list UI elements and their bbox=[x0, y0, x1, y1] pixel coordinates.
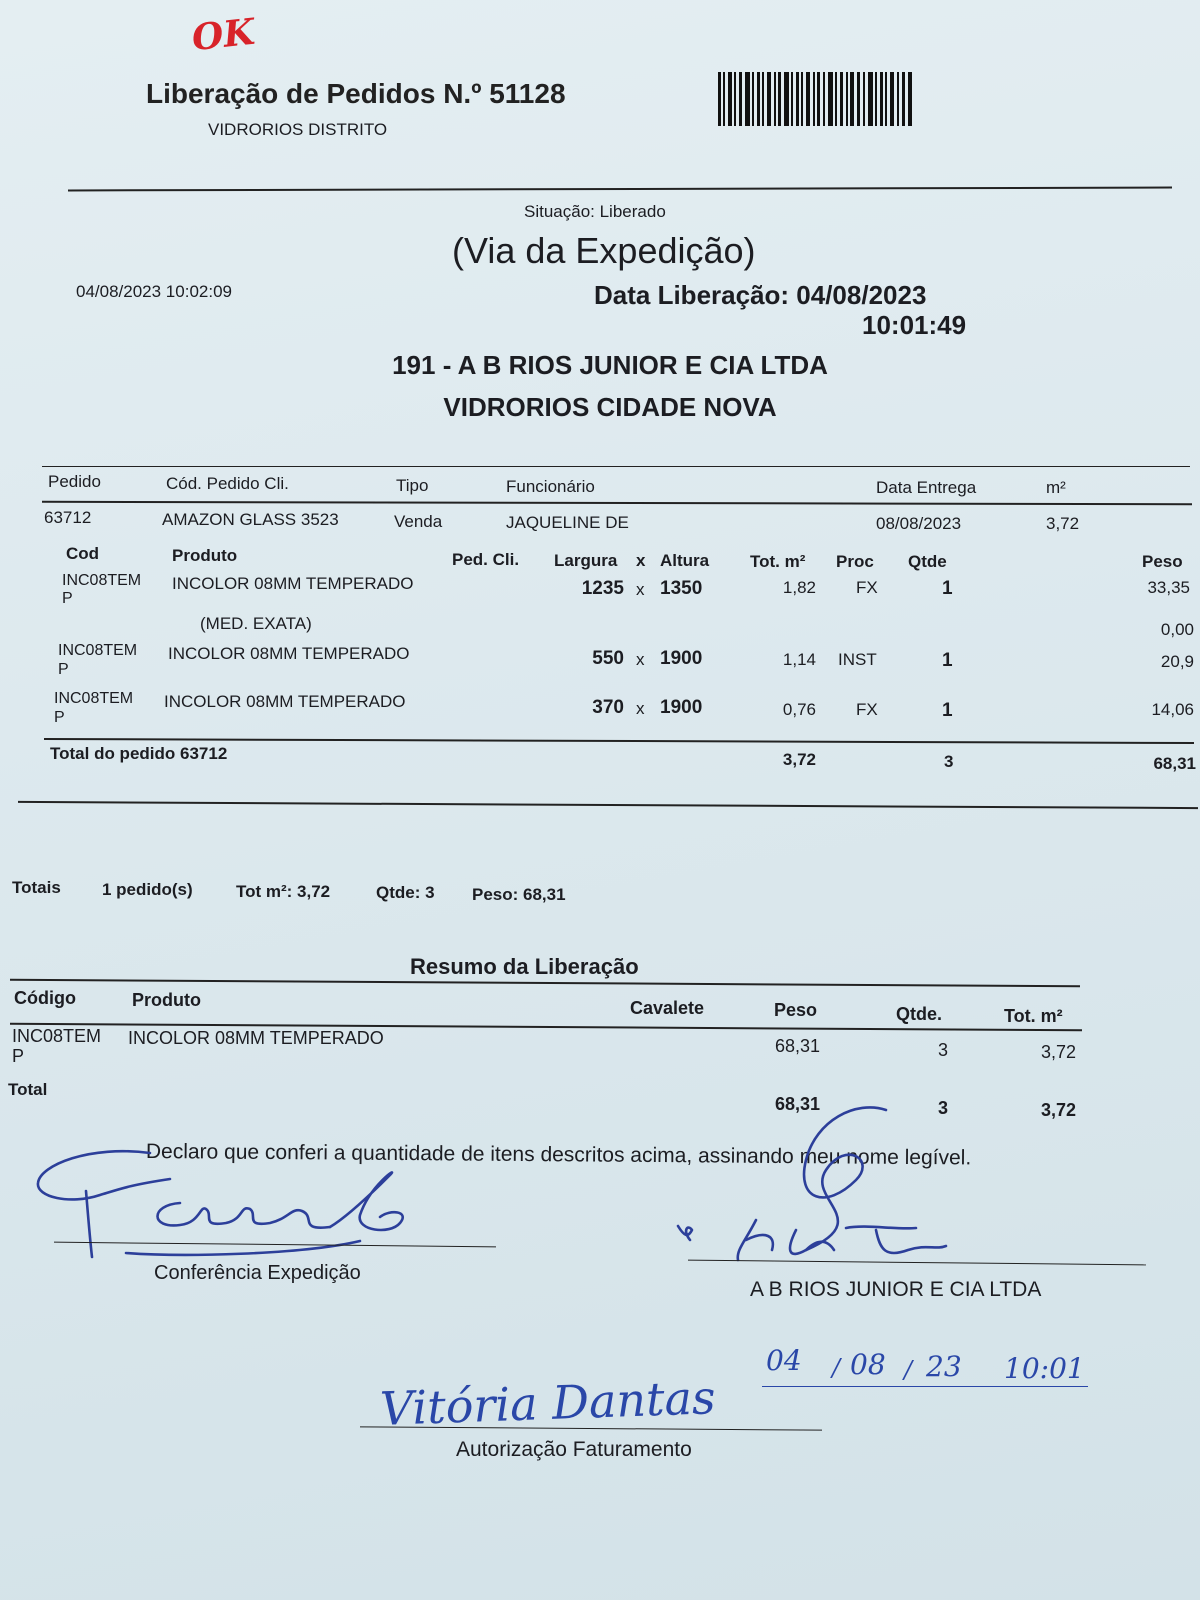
item-proc: FX bbox=[856, 700, 878, 719]
data-liberacao-time: 10:01:49 bbox=[862, 310, 967, 340]
resumo-codigo-cont: P bbox=[12, 1046, 25, 1066]
item-cod: INC08TEM bbox=[54, 690, 134, 707]
resumo-col-produto: Produto bbox=[132, 990, 201, 1010]
col-peso: Peso bbox=[1142, 552, 1183, 571]
resumo-qtde: 3 bbox=[938, 1040, 949, 1060]
col-data-entrega: Data Entrega bbox=[876, 478, 977, 497]
item-altura: 1900 bbox=[660, 648, 703, 669]
item-peso: 20,9 bbox=[1160, 652, 1194, 671]
resumo-top-rule bbox=[10, 979, 1080, 988]
item-note-peso: 0,00 bbox=[1160, 620, 1194, 639]
resumo-total-label: Total bbox=[8, 1080, 48, 1099]
item-largura: 370 bbox=[592, 697, 624, 718]
col-pedido: Pedido bbox=[48, 472, 101, 491]
col-cod-pedido-cli: Cód. Pedido Cli. bbox=[166, 474, 289, 493]
handwritten-sep-1: / bbox=[832, 1354, 841, 1382]
item-qtde: 1 bbox=[942, 578, 953, 599]
col-qtde: Qtde bbox=[908, 552, 947, 571]
header-divider bbox=[68, 187, 1172, 192]
col-cod: Cod bbox=[66, 544, 100, 563]
item-largura: 550 bbox=[592, 648, 624, 669]
document-title: Liberação de Pedidos N.º 51128 bbox=[146, 78, 566, 109]
resumo-total-tot-m2: 3,72 bbox=[1040, 1100, 1076, 1120]
order-total-m2: 3,72 bbox=[782, 750, 816, 769]
via-label: (Via da Expedição) bbox=[452, 230, 756, 271]
section-divider bbox=[18, 801, 1198, 809]
autorizacao-signature: Vitória Dantas bbox=[379, 1370, 717, 1436]
item-peso: 14,06 bbox=[1151, 700, 1194, 719]
item-qtde: 1 bbox=[942, 650, 953, 671]
resumo-codigo: INC08TEM bbox=[12, 1026, 102, 1046]
resumo-col-qtde: Qtde. bbox=[896, 1004, 943, 1024]
item-x: x bbox=[636, 580, 645, 599]
resumo-total-peso: 68,31 bbox=[774, 1094, 820, 1114]
item-note: (MED. EXATA) bbox=[200, 614, 312, 633]
handwritten-date-underline bbox=[762, 1386, 1088, 1387]
order-data-entrega: 08/08/2023 bbox=[876, 514, 962, 533]
col-altura: Altura bbox=[660, 551, 710, 570]
conferencia-signature bbox=[30, 1145, 450, 1265]
item-cod-cont: P bbox=[58, 661, 69, 678]
item-altura: 1350 bbox=[660, 578, 703, 599]
handwritten-year: 23 bbox=[926, 1350, 962, 1383]
print-datetime: 04/08/2023 10:02:09 bbox=[76, 282, 232, 301]
handwritten-sep-2: / bbox=[904, 1356, 913, 1384]
item-cod-cont: P bbox=[54, 709, 65, 726]
resumo-title: Resumo da Liberação bbox=[410, 954, 639, 979]
resumo-tot-m2: 3,72 bbox=[1040, 1042, 1076, 1062]
issuer-company: VIDRORIOS DISTRITO bbox=[208, 120, 388, 139]
col-funcionario: Funcionário bbox=[506, 477, 595, 496]
order-top-rule bbox=[42, 466, 1190, 467]
order-total-peso: 68,31 bbox=[1153, 754, 1196, 773]
declaration-text: Declaro que conferi a quantidade de itens descritos acima, assinando meu nome legível. bbox=[145, 1140, 972, 1170]
col-x: x bbox=[636, 551, 646, 570]
client-signature-label: A B RIOS JUNIOR E CIA LTDA bbox=[750, 1278, 1042, 1301]
totals-qtde: Qtde: 3 bbox=[376, 883, 435, 902]
totals-pedidos: 1 pedido(s) bbox=[102, 880, 193, 899]
order-tipo: Venda bbox=[394, 512, 443, 531]
resumo-total-qtde: 3 bbox=[938, 1098, 949, 1118]
resumo-peso: 68,31 bbox=[774, 1036, 820, 1056]
barcode-image bbox=[718, 72, 914, 126]
totals-label: Totais bbox=[12, 878, 61, 897]
resumo-col-codigo: Código bbox=[14, 988, 76, 1008]
item-x: x bbox=[636, 699, 645, 718]
order-cod-pedido-cli: AMAZON GLASS 3523 bbox=[162, 510, 339, 529]
col-tipo: Tipo bbox=[396, 476, 429, 495]
data-liberacao: Data Liberação: 04/08/2023 bbox=[594, 280, 927, 310]
col-tot-m2: Tot. m² bbox=[750, 552, 806, 571]
client-store: VIDRORIOS CIDADE NOVA bbox=[443, 392, 777, 422]
handwritten-day: 04 bbox=[766, 1344, 802, 1377]
item-x: x bbox=[636, 650, 645, 669]
resumo-col-peso: Peso bbox=[774, 1000, 818, 1020]
resumo-produto: INCOLOR 08MM TEMPERADO bbox=[128, 1028, 384, 1048]
situacao-text: Situação: Liberado bbox=[524, 202, 666, 221]
item-tot-m2: 1,82 bbox=[782, 578, 816, 597]
resumo-col-tot-m2: Tot. m² bbox=[1004, 1006, 1063, 1026]
item-cod-cont: P bbox=[62, 590, 73, 607]
item-produto: INCOLOR 08MM TEMPERADO bbox=[172, 574, 414, 593]
order-pedido: 63712 bbox=[44, 508, 92, 527]
item-largura: 1235 bbox=[581, 578, 624, 599]
client-name: 191 - A B RIOS JUNIOR E CIA LTDA bbox=[392, 350, 828, 380]
ok-annotation: OK bbox=[189, 10, 257, 60]
resumo-col-cavalete: Cavalete bbox=[630, 998, 705, 1018]
col-produto: Produto bbox=[172, 546, 238, 565]
item-peso: 33,35 bbox=[1147, 578, 1190, 597]
item-tot-m2: 0,76 bbox=[782, 700, 816, 719]
item-proc: FX bbox=[856, 578, 878, 597]
order-funcionario: JAQUELINE DE bbox=[506, 513, 629, 532]
order-m2: 3,72 bbox=[1046, 514, 1080, 533]
order-total-label: Total do pedido 63712 bbox=[50, 744, 228, 763]
totals-peso: Peso: 68,31 bbox=[472, 885, 566, 904]
item-tot-m2: 1,14 bbox=[782, 650, 816, 669]
col-m2: m² bbox=[1046, 478, 1066, 497]
handwritten-month: 08 bbox=[850, 1348, 886, 1381]
item-produto: INCOLOR 08MM TEMPERADO bbox=[164, 692, 406, 711]
item-proc: INST bbox=[838, 650, 877, 669]
col-largura: Largura bbox=[554, 551, 618, 570]
col-proc: Proc bbox=[836, 552, 874, 571]
order-header-rule bbox=[42, 501, 1192, 505]
conferencia-label: Conferência Expedição bbox=[154, 1262, 361, 1284]
client-signature bbox=[676, 1100, 976, 1280]
item-cod: INC08TEM bbox=[58, 642, 138, 659]
item-produto: INCOLOR 08MM TEMPERADO bbox=[168, 644, 410, 663]
handwritten-time: 10:01 bbox=[1004, 1352, 1085, 1385]
item-altura: 1900 bbox=[660, 697, 703, 718]
item-cod: INC08TEM bbox=[62, 572, 142, 589]
order-total-qtde: 3 bbox=[944, 752, 954, 771]
col-ped-cli: Ped. Cli. bbox=[452, 550, 520, 569]
item-qtde: 1 bbox=[942, 700, 953, 721]
totals-m2: Tot m²: 3,72 bbox=[236, 882, 331, 901]
autorizacao-label: Autorização Faturamento bbox=[456, 1438, 692, 1461]
